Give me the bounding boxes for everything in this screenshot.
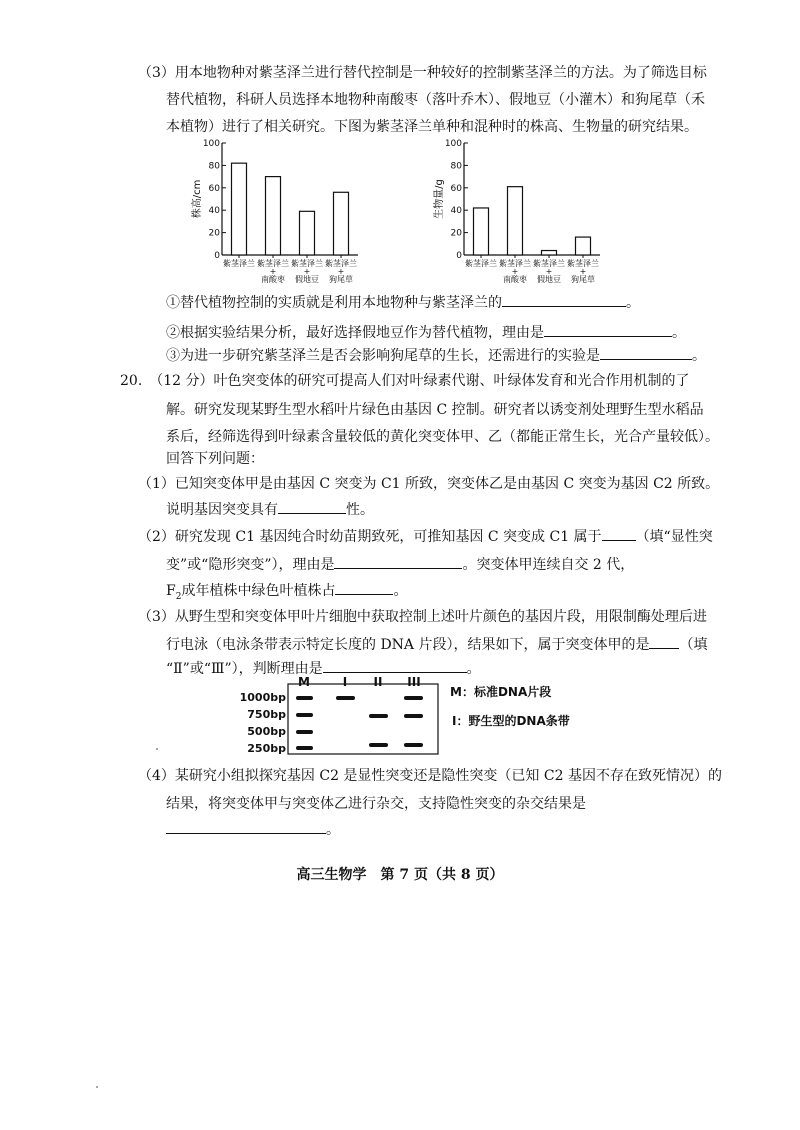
band-ii-250 bbox=[369, 743, 388, 747]
p4-line-1: （4）某研究小组拟探究基因 C2 是显性突变还是隐性突变（已知 C2 基因不存在致死情况）的 bbox=[138, 768, 722, 784]
y-axis-label: 株高/cm bbox=[192, 179, 203, 219]
lane-label-i: I bbox=[342, 676, 348, 689]
category-label: 紫茎泽兰 bbox=[291, 259, 323, 268]
bar bbox=[334, 192, 349, 255]
size-750bp: 750bp bbox=[247, 708, 286, 721]
p3-line-3-end: 。 bbox=[466, 661, 481, 677]
p1-line-1: （1）已知突变体甲是由基因 C 突变为 C1 所致，突变体乙是由基因 C 突变为基因 C2 所致。 bbox=[138, 476, 720, 492]
q3-sub-1-end: 。 bbox=[626, 295, 640, 311]
biomass-chart bbox=[430, 135, 610, 285]
category-plus: + bbox=[337, 267, 345, 276]
p2-line-1-end: （填“显性突 bbox=[635, 529, 713, 545]
answer-blank-judgement[interactable] bbox=[323, 658, 467, 673]
category-label: 紫茎泽兰 bbox=[567, 259, 599, 268]
p3-line-2 bbox=[166, 634, 707, 655]
y-tick-label: 20 bbox=[208, 228, 220, 239]
q3-sub-3 bbox=[166, 345, 706, 366]
y-tick-label: 60 bbox=[208, 183, 220, 194]
p2-line-1 bbox=[138, 526, 713, 547]
band-m-500 bbox=[296, 730, 313, 734]
p2-line-1-text: （2）研究发现 C1 基因纯合时幼苗期致死，可推知基因 C 突变成 C1 属于 bbox=[138, 529, 602, 545]
y-tick-label: 0 bbox=[214, 251, 220, 261]
q3-sub-1-text: ①替代植物控制的实质就是利用本地物种与紫茎泽兰的 bbox=[166, 295, 502, 311]
q3-sub-2 bbox=[166, 322, 686, 343]
q3-sub-2-text: ②根据实验结果分析，最好选择假地豆作为替代植物，理由是 bbox=[166, 325, 544, 341]
q3-sub-2-end: 。 bbox=[672, 325, 686, 341]
scan-speck bbox=[156, 748, 158, 750]
p2-line-3-text: 成年植株中绿色叶植株占 bbox=[181, 583, 336, 599]
category-label: 紫茎泽兰 bbox=[325, 259, 357, 268]
category-plus: + bbox=[545, 267, 553, 276]
y-tick-label: 20 bbox=[450, 228, 462, 239]
f2-label: F bbox=[166, 583, 176, 599]
band-iii-1000 bbox=[404, 696, 423, 700]
bar bbox=[232, 163, 247, 255]
q3-sub-1 bbox=[166, 292, 640, 313]
p2-line-3-end: 。 bbox=[393, 583, 408, 599]
y-tick-label: 60 bbox=[450, 183, 462, 194]
bar bbox=[300, 211, 315, 255]
category-plus: + bbox=[303, 267, 311, 276]
size-500bp: 500bp bbox=[247, 725, 286, 738]
answer-blank-mutation-type[interactable] bbox=[602, 526, 636, 541]
category-label-mixed: 假地豆 bbox=[537, 275, 561, 284]
q3-sub-3-end: 。 bbox=[692, 348, 706, 364]
band-ii-750 bbox=[369, 714, 388, 718]
p2-line-2 bbox=[166, 554, 634, 575]
band-iii-250 bbox=[404, 743, 423, 747]
category-label: 紫茎泽兰 bbox=[257, 259, 289, 268]
bar bbox=[266, 177, 281, 255]
q3-intro-line-1: （3）用本地物种对紫茎泽兰进行替代控制是一种较好的控制紫茎泽兰的方法。为了筛选目标 bbox=[138, 65, 707, 81]
scan-speck bbox=[96, 1086, 98, 1088]
size-250bp: 250bp bbox=[247, 742, 286, 755]
y-axis-label: 生物量/g bbox=[434, 179, 445, 219]
category-label: 紫茎泽兰 bbox=[533, 259, 565, 268]
q20-line-4: 回答下列问题： bbox=[166, 451, 264, 467]
y-tick-label: 0 bbox=[456, 251, 462, 261]
p3-line-2-end: （填 bbox=[679, 637, 708, 653]
electrophoresis-gel bbox=[236, 676, 442, 756]
p4-line-2: 结果，将突变体甲与突变体乙进行杂交，支持隐性突变的杂交结果是 bbox=[166, 796, 586, 812]
q20-line-2: 解。研究发现某野生型水稻叶片绿色由基因 C 控制。研究者以诱变剂处理野生型水稻品 bbox=[166, 402, 704, 418]
f2-subscript: 2 bbox=[175, 591, 182, 602]
answer-blank-green-ratio[interactable] bbox=[335, 580, 393, 595]
q3-intro-line-3: 本植物）进行了相关研究。下图为紫茎泽兰单种和混种时的株高、生物量的研究结果。 bbox=[166, 119, 698, 135]
category-label: 紫茎泽兰 bbox=[465, 259, 497, 268]
p1-line-2 bbox=[166, 499, 374, 520]
q20-line-3: 系后，经筛选得到叶绿素含量较低的黄化突变体甲、乙（都能正常生长，光合产量较低）。 bbox=[166, 429, 719, 445]
p3-line-1: （3）从野生型和突变体甲叶片细胞中获取控制上述叶片颜色的基因片段，用限制酶处理后进 bbox=[138, 609, 707, 625]
category-label-mixed: 狗尾草 bbox=[329, 275, 353, 284]
bar bbox=[576, 237, 591, 255]
bar bbox=[508, 187, 523, 255]
bar bbox=[474, 208, 489, 255]
category-plus: + bbox=[269, 267, 277, 276]
answer-blank-reason[interactable] bbox=[544, 322, 672, 337]
p3-line-2-text: 行电泳（电泳条带表示特定长度的 DNA 片段），结果如下，属于突变体甲的是 bbox=[166, 637, 650, 653]
answer-blank-competition[interactable] bbox=[502, 292, 626, 307]
y-tick-label: 80 bbox=[450, 161, 462, 172]
answer-blank-p2-reason[interactable] bbox=[334, 554, 462, 569]
p2-line-2-end: 。突变体甲连续自交 2 代， bbox=[462, 557, 635, 573]
band-i-1000 bbox=[336, 696, 355, 700]
y-tick-label: 40 bbox=[450, 206, 462, 217]
q20-line-1: 20. （12 分）叶色突变体的研究可提高人们对叶绿素代谢、叶绿体发育和光合作用机制的了 bbox=[120, 373, 690, 389]
category-plus: + bbox=[579, 267, 587, 276]
q3-intro-line-2: 替代植物，科研人员选择本地物种南酸枣（落叶乔木）、假地豆（小灌木）和狗尾草（禾 bbox=[166, 92, 705, 108]
y-tick-label: 80 bbox=[208, 161, 220, 172]
p1-line-2-text: 说明基因突变具有 bbox=[166, 502, 278, 518]
lane-label-m: M bbox=[298, 676, 310, 689]
y-tick-label: 100 bbox=[444, 139, 462, 149]
q3-sub-3-text: ③为进一步研究紫茎泽兰是否会影响狗尾草的生长，还需进行的实验是 bbox=[166, 348, 600, 364]
category-label: 紫茎泽兰 bbox=[223, 259, 255, 268]
band-iii-750 bbox=[404, 714, 423, 718]
category-plus: + bbox=[511, 267, 519, 276]
category-label-mixed: 狗尾草 bbox=[571, 275, 595, 284]
band-m-750 bbox=[296, 713, 313, 717]
p4-line-3 bbox=[166, 819, 340, 840]
y-tick-label: 100 bbox=[202, 139, 220, 149]
p4-line-3-end: 。 bbox=[326, 822, 340, 838]
p3-line-3-text: “Ⅱ”或“Ⅲ”），判断理由是 bbox=[166, 661, 323, 677]
bar bbox=[542, 251, 557, 255]
p2-line-3 bbox=[166, 580, 407, 607]
gel-legend-i: I：野生型的DNA条带 bbox=[452, 714, 570, 728]
category-label-mixed: 假地豆 bbox=[295, 275, 319, 284]
plant-height-chart bbox=[188, 135, 368, 285]
y-tick-label: 40 bbox=[208, 206, 220, 217]
p1-line-2-end: 性。 bbox=[346, 502, 374, 518]
lane-label-ii: II bbox=[373, 676, 383, 689]
band-m-250 bbox=[296, 746, 313, 750]
page-footer: 高三生物学 第 7 页（共 8 页） bbox=[296, 867, 504, 883]
answer-blank-cross-result[interactable] bbox=[166, 819, 326, 834]
p2-line-2-text: 变”或“隐形突变”），理由是 bbox=[166, 557, 335, 573]
category-label-mixed: 南酸枣 bbox=[503, 275, 527, 284]
category-label-mixed: 南酸枣 bbox=[261, 275, 285, 284]
category-label: 紫茎泽兰 bbox=[499, 259, 531, 268]
band-m-1000 bbox=[296, 696, 313, 700]
answer-blank-lane[interactable] bbox=[649, 634, 679, 649]
answer-blank-experiment[interactable] bbox=[600, 345, 692, 360]
size-1000bp: 1000bp bbox=[239, 691, 286, 704]
lane-label-iii: III bbox=[407, 676, 421, 689]
gel-legend-m: M：标准DNA片段 bbox=[450, 685, 552, 699]
answer-blank-mutation-property[interactable] bbox=[278, 499, 346, 514]
